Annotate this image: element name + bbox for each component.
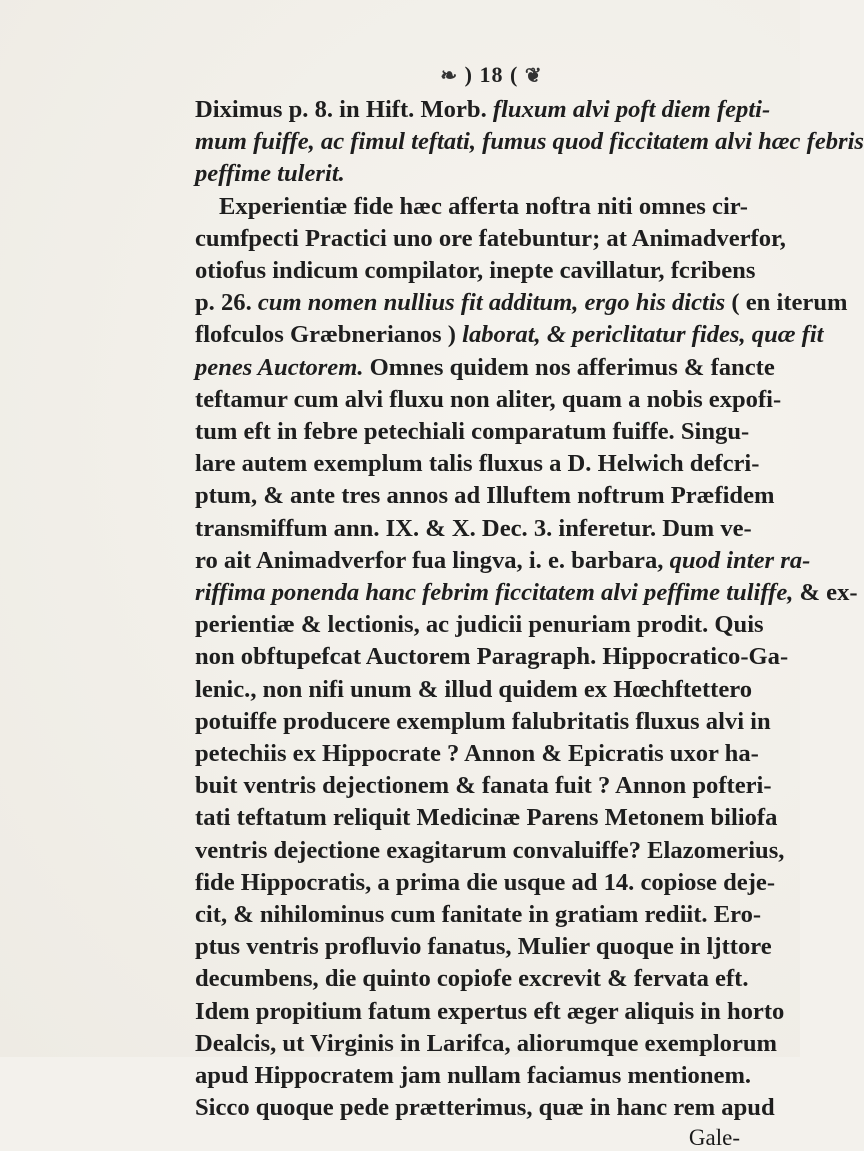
text-line: [195, 448, 760, 480]
text-segment: fide Hippocratis, a prima die usque ad 14. copiose deje-: [195, 868, 776, 896]
text-segment: non obftupefcat Auctorem Paragraph. Hippocratico-Ga-: [195, 643, 789, 671]
text-line: [195, 674, 753, 706]
text-segment: Dealcis, ut Virginis in Larifca, aliorumque exemplorum: [195, 1029, 778, 1057]
italic-segment: riffima ponenda hanc febrim ficcitatem alvi peffime tuliffe,: [195, 579, 794, 607]
text-line: [195, 416, 748, 448]
text-segment: tum eft in febre petechiali comparatum fuiffe. Singu-: [195, 418, 750, 446]
text-segment: decumbens, die quinto copiofe excrevit & fervata eft.: [195, 965, 749, 993]
text-segment: apud Hippocratem jam nullam faciamus mentionem.: [195, 1062, 752, 1090]
text-line: [195, 223, 786, 255]
text-line: [195, 126, 864, 158]
text-segment: lenic., non nifi unum & illud quidem ex Hœchftettero: [195, 675, 753, 703]
text-line: [195, 770, 772, 802]
text-segment: flofculos Græbnerianos ): [195, 321, 463, 349]
italic-segment: quod inter ra-: [669, 546, 811, 574]
text-segment: ventris dejectione exagitarum convaluiffe? Elazomerius,: [195, 836, 785, 864]
body-text: [195, 94, 864, 1125]
catchword: Gale-: [688, 1124, 740, 1150]
text-line: [195, 1028, 778, 1060]
italic-segment: mum fuiffe, ac fimul teftati, fumus quod ficcitatem alvi hæc febris: [195, 128, 864, 156]
text-line: [195, 545, 811, 577]
text-segment: ro ait Animadverfor fua lingva, i. e. barbara,: [195, 546, 670, 574]
text-line: [195, 255, 756, 287]
text-line: [195, 835, 785, 867]
ornament-left-icon: ❧: [440, 65, 459, 87]
italic-segment: cum nomen nullius fit additum, ergo his dictis: [257, 289, 726, 317]
text-line: [195, 738, 759, 770]
text-segment: tati teftatum reliquit Medicinæ Parens Metonem biliofa: [195, 804, 778, 832]
text-segment: Diximus p. 8. in Hift. Morb.: [195, 96, 493, 123]
text-segment: potuiffe producere exemplum falubritatis fluxus alvi in: [195, 707, 771, 735]
text-segment: p. 26.: [195, 289, 258, 317]
text-line: [195, 867, 776, 899]
italic-segment: peffime tulerit.: [195, 160, 345, 188]
text-segment: otiofus indicum compilator, inepte cavillatur, fcribens: [195, 257, 756, 285]
text-line: [195, 899, 762, 931]
text-segment: Sicco quoque pede prætterimus, quæ in hanc rem apud: [195, 1094, 775, 1122]
text-line: [195, 1060, 752, 1092]
text-segment: ptus ventris profluvio fanatus, Mulier quoque in ljttore: [195, 933, 772, 961]
text-line: [195, 191, 748, 223]
text-line: [195, 513, 752, 545]
italic-segment: laborat, & periclitatur fides, quæ fit: [462, 321, 824, 349]
text-line: [195, 963, 748, 995]
text-segment: Omnes quidem nos afferimus & fancte: [363, 353, 775, 381]
text-segment: lare autem exemplum talis fluxus a D. Helwich defcri-: [195, 450, 760, 478]
text-segment: cumfpecti Practici uno ore fatebuntur; at Animadverfor,: [195, 224, 786, 252]
italic-segment: penes Auctorem.: [195, 353, 364, 381]
text-line: [195, 94, 771, 126]
text-line: [195, 641, 789, 673]
text-line: [195, 706, 771, 738]
text-line: [195, 1092, 775, 1124]
text-line: [195, 802, 778, 834]
text-segment: cit, & nihilominus cum fanitate in gratiam rediit. Ero-: [195, 901, 762, 929]
text-line: [195, 609, 764, 641]
text-line: [195, 996, 785, 1028]
text-line: [195, 480, 775, 512]
italic-segment: fluxum alvi poft diem fepti-: [492, 96, 771, 123]
text-segment: Experientiæ fide hæc afferta noftra niti omnes cir-: [219, 192, 748, 220]
text-segment: & ex-: [793, 579, 858, 607]
text-segment: petechiis ex Hippocrate ? Annon & Epicratis uxor ha-: [195, 740, 759, 768]
text-line: [195, 384, 782, 416]
text-line: [195, 158, 748, 190]
ornament-right-icon: ❦: [524, 65, 543, 87]
text-line: [195, 352, 775, 384]
text-segment: ( en iterum: [725, 289, 848, 317]
text-segment: teftamur cum alvi fluxu non aliter, quam a nobis expofi-: [195, 385, 782, 413]
page-header: [195, 62, 748, 88]
page-number: ) 18 (: [464, 62, 519, 87]
text-segment: transmiffum ann. IX. & X. Dec. 3. inferetur. Dum ve-: [195, 514, 752, 542]
text-segment: Idem propitium fatum expertus eft æger aliquis in horto: [195, 997, 785, 1025]
text-segment: perientiæ & lectionis, ac judicii penuriam prodit. Quis: [195, 611, 764, 639]
text-segment: buit ventris dejectionem & fanata fuit ? Annon pofteri-: [195, 772, 772, 800]
text-line: [195, 287, 848, 319]
text-line: [195, 931, 772, 963]
text-line: [195, 577, 858, 609]
text-line: [195, 319, 824, 351]
text-segment: ptum, & ante tres annos ad Illuftem noftrum Præfidem: [195, 482, 775, 510]
